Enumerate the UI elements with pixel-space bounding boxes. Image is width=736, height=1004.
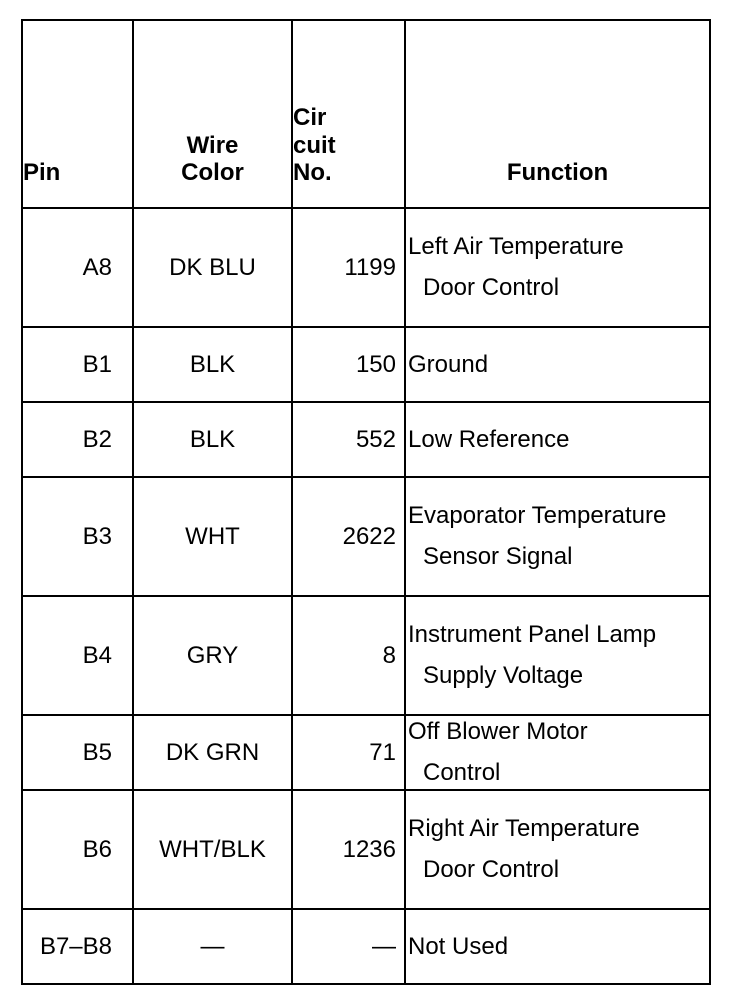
header-circuit-line1: Cir xyxy=(293,104,327,132)
function-cell xyxy=(405,327,710,402)
header-function xyxy=(405,20,710,208)
pin-cell: B7–B8 xyxy=(22,909,133,984)
function-line2: Control xyxy=(423,759,501,786)
pin-cell: B1 xyxy=(22,327,133,402)
wire-color-cell: BLK xyxy=(133,402,292,477)
header-circuit-line2: cuit xyxy=(293,131,336,159)
function-line1: Off Blower Motor xyxy=(408,718,588,746)
function-line1: Left Air Temperature xyxy=(408,233,624,261)
circuit-number-cell: 71 xyxy=(292,715,405,790)
circuit-number-cell: 2622 xyxy=(292,477,405,596)
circuit-number-cell: 552 xyxy=(292,402,405,477)
table-row xyxy=(22,596,710,715)
pin-cell: B4 xyxy=(22,596,133,715)
header-row xyxy=(22,20,710,208)
function-cell xyxy=(405,402,710,477)
wire-color-cell: WHT/BLK xyxy=(133,790,292,909)
header-circuit-line3: No. xyxy=(293,159,332,187)
function-line2: Door Control xyxy=(423,274,560,301)
table-row xyxy=(22,715,710,790)
pin-cell: B3 xyxy=(22,477,133,596)
header-pin xyxy=(22,20,133,208)
header-wire-line1: Wire xyxy=(186,131,239,159)
wire-color-cell: BLK xyxy=(133,327,292,402)
function-cell xyxy=(405,596,710,715)
table-row xyxy=(22,477,710,596)
function-line2: Door Control xyxy=(423,856,560,883)
function-cell xyxy=(405,909,710,984)
header-wire-color xyxy=(133,20,292,208)
function-cell xyxy=(405,477,710,596)
header-wire-line2: Color xyxy=(181,159,244,187)
table-row xyxy=(22,208,710,327)
circuit-number-cell: 8 xyxy=(292,596,405,715)
pin-cell: B2 xyxy=(22,402,133,477)
function-cell xyxy=(405,715,710,790)
wire-color-cell: DK GRN xyxy=(133,715,292,790)
connector-pin-table xyxy=(21,19,711,985)
function-line1: Right Air Temperature xyxy=(408,815,640,843)
wire-color-cell: — xyxy=(133,909,292,984)
table-header xyxy=(22,20,710,208)
pin-cell: A8 xyxy=(22,208,133,327)
header-function-label: Function xyxy=(506,159,609,187)
pin-cell: B6 xyxy=(22,790,133,909)
circuit-number-cell: 150 xyxy=(292,327,405,402)
function-line2: Sensor Signal xyxy=(423,543,573,570)
function-cell xyxy=(405,208,710,327)
table-row xyxy=(22,790,710,909)
wire-color-cell: GRY xyxy=(133,596,292,715)
function-cell xyxy=(405,790,710,909)
pin-cell: B5 xyxy=(22,715,133,790)
wire-color-cell: WHT xyxy=(133,477,292,596)
function-line1: Instrument Panel Lamp xyxy=(408,621,657,649)
table-body xyxy=(22,208,710,984)
function-line1: Evaporator Temperature xyxy=(408,502,667,530)
table-row xyxy=(22,402,710,477)
wire-color-cell: DK BLU xyxy=(133,208,292,327)
header-circuit-no xyxy=(292,20,405,208)
header-pin-label: Pin xyxy=(23,159,61,187)
table-row xyxy=(22,327,710,402)
function-line2: Supply Voltage xyxy=(423,662,584,689)
function-line1: Ground xyxy=(408,350,489,378)
table-row xyxy=(22,909,710,984)
circuit-number-cell: — xyxy=(292,909,405,984)
circuit-number-cell: 1199 xyxy=(292,208,405,327)
function-line1: Not Used xyxy=(408,932,509,960)
circuit-number-cell: 1236 xyxy=(292,790,405,909)
function-line1: Low Reference xyxy=(408,425,570,453)
